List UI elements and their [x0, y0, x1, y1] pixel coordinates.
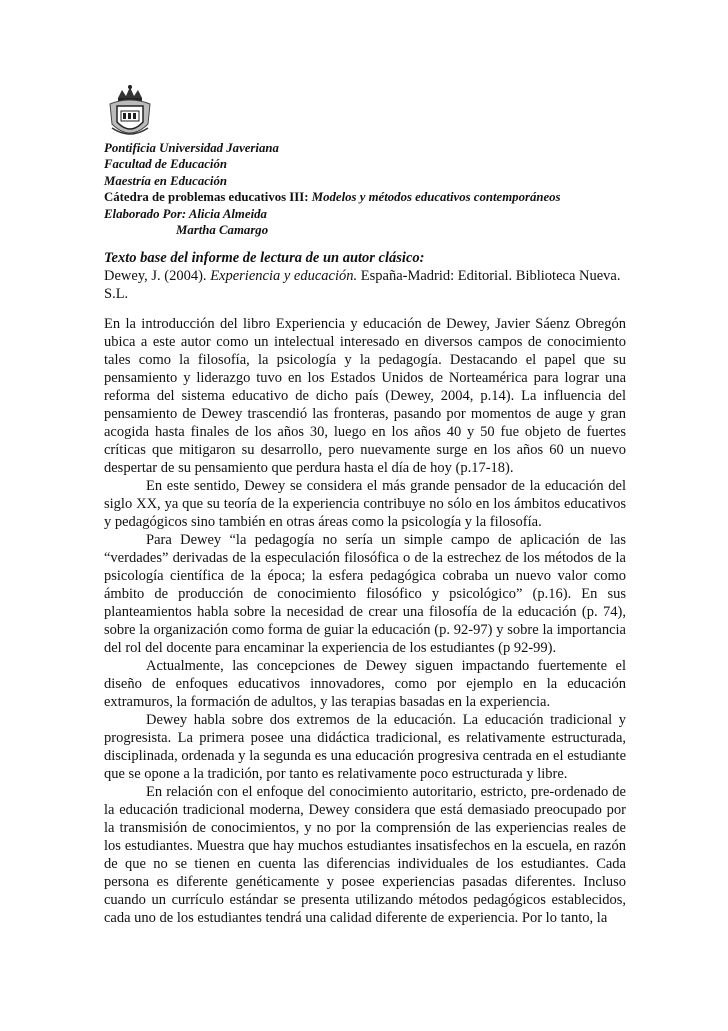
chair-line: [104, 189, 644, 205]
university-name: Pontificia Universidad Javeriana: [104, 141, 279, 155]
program-name: Maestría en Educación: [104, 173, 228, 188]
faculty-name: Facultad de Educación: [104, 157, 227, 172]
chair-subject: Modelos y métodos educativos contemporáneos: [311, 190, 561, 205]
citation: [104, 267, 626, 303]
citation-suffix: España-Madrid: Editorial. Biblioteca Nueva. S.L.: [104, 268, 621, 302]
document-body: [104, 315, 626, 927]
paragraph: Actualmente, las concepciones de Dewey siguen impactando fuertemente el diseño de enfoques educativos innovadores, como por ejemplo en la educación extramuros, la formación de adultos, y las terapias basadas en la experiencia.: [104, 658, 626, 710]
paragraph: Para Dewey “la pedagogía no sería un simple campo de aplicación de las “verdades” derivadas de la especulación filosófica o de la estrechez de los métodos de la psicología científica de la época; la esfera pedagógica cobraba un nuevo valor como ámbito de producción de conocimiento filosófico y psicológico” (p.16). En sus planteamientos habla sobre la necesidad de crear una filosofía de la educación (p. 74), sobre la organización como forma de guiar la educación (p. 92-97) y sobre la importancia del rol del docente para encaminar la experiencia de los estudiantes (p 92-99).: [104, 532, 626, 656]
paragraph: En la introducción del libro Experiencia y educación de Dewey, Javier Sáenz Obregón ubica a este autor como un intelectual interesado en diversos campos de conocimiento tales como la filosofía, la psicología y la pedagogía. Destacando el papel que su pensamiento y liderazgo tuvo en los Estados Unidos de Norteamérica para lograr una reforma del sistema educativo de dicho país (Dewey, 2004, p.14). La influencia del pensamiento de Dewey trascendió las fronteras, pasando por momentos de auge y gran acogida hasta finales de los años 30, luego en los años 40 y 50 fue objeto de fuertes críticas que mitigaron su desarrollo, pero nuevamente surge en los años 60 un nuevo despertar de su pensamiento que perdura hasta el día de hoy (p.17-18).: [104, 316, 626, 476]
author-second: Martha Camargo: [176, 223, 269, 238]
citation-prefix: Dewey, J. (2004).: [104, 268, 207, 284]
paragraph: En relación con el enfoque del conocimiento autoritario, estricto, pre-ordenado de la educación tradicional moderna, Dewey considera que está demasiado preocupado por la transmisión de conocimientos, y no por la comprensión de las experiencias reales de los estudiantes. Muestra que hay muchos estudiantes insatisfechos en la escuela, en razón de que no se tienen en cuenta las diferencias individuales de los estudiantes. Cada persona es diferente genéticamente y posee experiencias pasadas diferentes. Incluso cuando un currículo estándar se presenta utilizando métodos pedagógicos establecidos, cada uno de los estudiantes tendrá una calidad diferente de experiencia. Por lo tanto, la: [104, 784, 626, 926]
document-header: [104, 140, 644, 238]
chair-label: Cátedra de problemas educativos III:: [104, 190, 309, 205]
university-crest-icon: [104, 84, 156, 142]
authors-line: Elaborado Por: Alicia Almeida: [104, 206, 267, 221]
citation-title: Experiencia y educación.: [210, 268, 358, 284]
reference-block: [104, 249, 626, 303]
paragraph: Dewey habla sobre dos extremos de la educación. La educación tradicional y progresista. La primera posee una didáctica tradicional, es relativamente estructurada, disciplinada, ordenada y la segunda es una educación progresiva centrada en el estudiante que se opone a la tradición, por tanto es relativamente poco estructurada y libre.: [104, 712, 626, 782]
paragraph: En este sentido, Dewey se considera el más grande pensador de la educación del siglo XX, ya que su teoría de la experiencia contribuye no sólo en los ámbitos educativos y pedagógicos sino también en otras áreas como la psicología y la filosofía.: [104, 478, 626, 530]
reference-heading: Texto base del informe de lectura de un autor clásico:: [104, 250, 425, 266]
